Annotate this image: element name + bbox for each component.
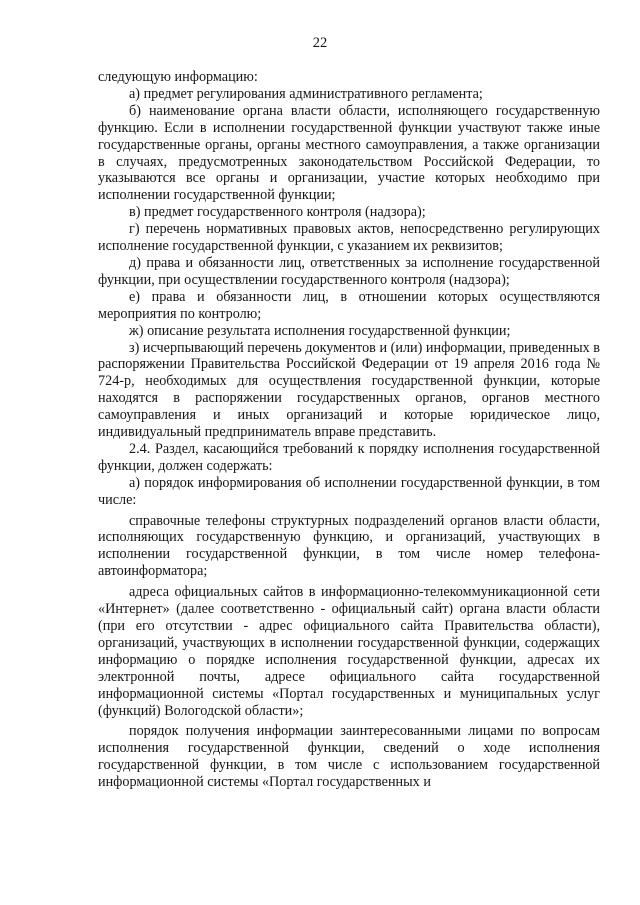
document-body (98, 69, 600, 791)
paragraph: 2.4. Раздел, касающийся требований к порядку исполнения государственной функции, должен содержать: (98, 440, 600, 474)
paragraph: в) предмет государственного контроля (надзора); (129, 204, 426, 221)
paragraph: ж) описание результата исполнения государственной функции; (129, 322, 511, 339)
paragraph: следующую информацию: (98, 69, 258, 85)
paragraph: порядок получения информации заинтересованными лицами по вопросам исполнения государственной функции, сведений о ходе исполнения государственной функции, в том числе с использованием государственной информационной системы «Портал государственных и (98, 723, 600, 791)
paragraph: а) порядок информирования об исполнении государственной функции, в том числе: (98, 474, 600, 508)
paragraph: з) исчерпывающий перечень документов и (или) информации, приведенных в распоряжении Правительства Российской Федерации от 19 апреля 2016 года № 724-р, необходимых для осуществления государственной функции, которые находятся в распоряжении государственных органов, органов местного самоуправления и иных организаций и которые юридическое лицо, индивидуальный предприниматель вправе представить. (98, 339, 600, 441)
page-number: 22 (312, 35, 328, 51)
paragraph: адреса официальных сайтов в информационно-телекоммуникационной сети «Интернет» (далее соответственно - официальный сайт) органа власти области (при его отсутствии - адрес официального сайта Правительства области), организаций, участвующих в исполнении государственной функции, содержащих информацию о порядке исполнения государственной функции, адресах их электронной почты, адресе официального сайта государственной информационной системы «Портал государственных и муниципальных услуг (функций) Вологодской области»; (98, 584, 600, 719)
paragraph: б) наименование органа власти области, исполняющего государственную функцию. Если в исполнении государственной функции участвуют также иные государственные органы, органы местного самоуправления, а также организации в случаях, предусмотренных законодательством Российской Федерации, то указываются все органы и организации, участие которых необходимо при исполнении государственной функции; (98, 102, 600, 204)
paragraph: справочные телефоны структурных подразделений органов власти области, исполняющих государственную функцию, и организаций, участвующих в исполнении государственной функции, в том числе номер телефона-автоинформатора; (98, 512, 600, 580)
paragraph: г) перечень нормативных правовых актов, непосредственно регулирующих исполнение государственной функции, с указанием их реквизитов; (98, 221, 600, 255)
paragraph: д) права и обязанности лиц, ответственных за исполнение государственной функции, при осуществлении государственного контроля (надзора); (98, 254, 600, 288)
paragraph: а) предмет регулирования административного регламента; (129, 85, 483, 102)
paragraph: е) права и обязанности лиц, в отношении которых осуществляются мероприятия по контролю; (98, 288, 600, 322)
